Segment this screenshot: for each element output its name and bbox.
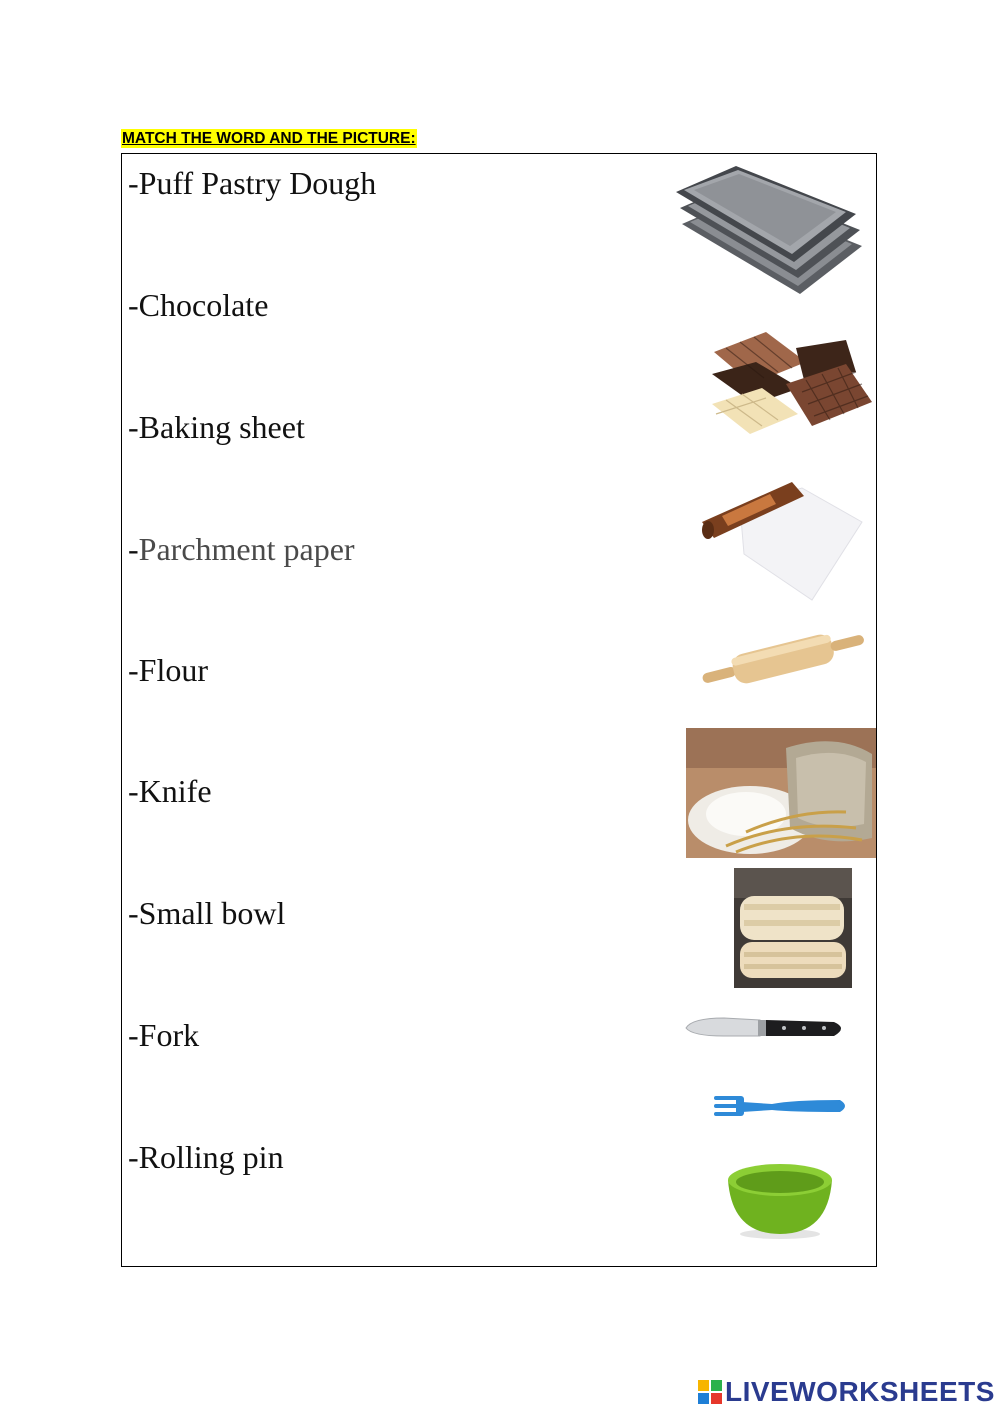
- word-item: -Knife: [128, 773, 212, 809]
- word-item: -Baking sheet: [128, 409, 305, 445]
- word-item: -Small bowl: [128, 895, 286, 931]
- parchment-paper-picture: [700, 478, 864, 602]
- fork-picture: [712, 1092, 850, 1122]
- brand-name: LIVEWORKSHEETS: [725, 1376, 995, 1407]
- liveworksheets-brand: [697, 1376, 995, 1408]
- word-item: -Parchment paper: [128, 531, 355, 567]
- puff-pastry-dough-picture: [734, 868, 852, 988]
- rolling-pin-picture: [698, 628, 868, 688]
- word-item: -Chocolate: [128, 287, 269, 323]
- small-bowl-picture: [724, 1158, 836, 1240]
- instruction-heading: MATCH THE WORD AND THE PICTURE:: [122, 130, 416, 147]
- flour-picture: [686, 728, 876, 858]
- word-item: -Puff Pastry Dough: [128, 165, 377, 201]
- word-item: -Flour: [128, 652, 208, 688]
- word-item: -Rolling pin: [128, 1139, 284, 1175]
- baking-sheet-picture: [672, 162, 868, 306]
- chocolate-picture: [706, 328, 878, 440]
- word-item: -Fork: [128, 1017, 200, 1053]
- liveworksheets-logo-icon: [697, 1379, 723, 1405]
- knife-picture: [684, 1012, 850, 1046]
